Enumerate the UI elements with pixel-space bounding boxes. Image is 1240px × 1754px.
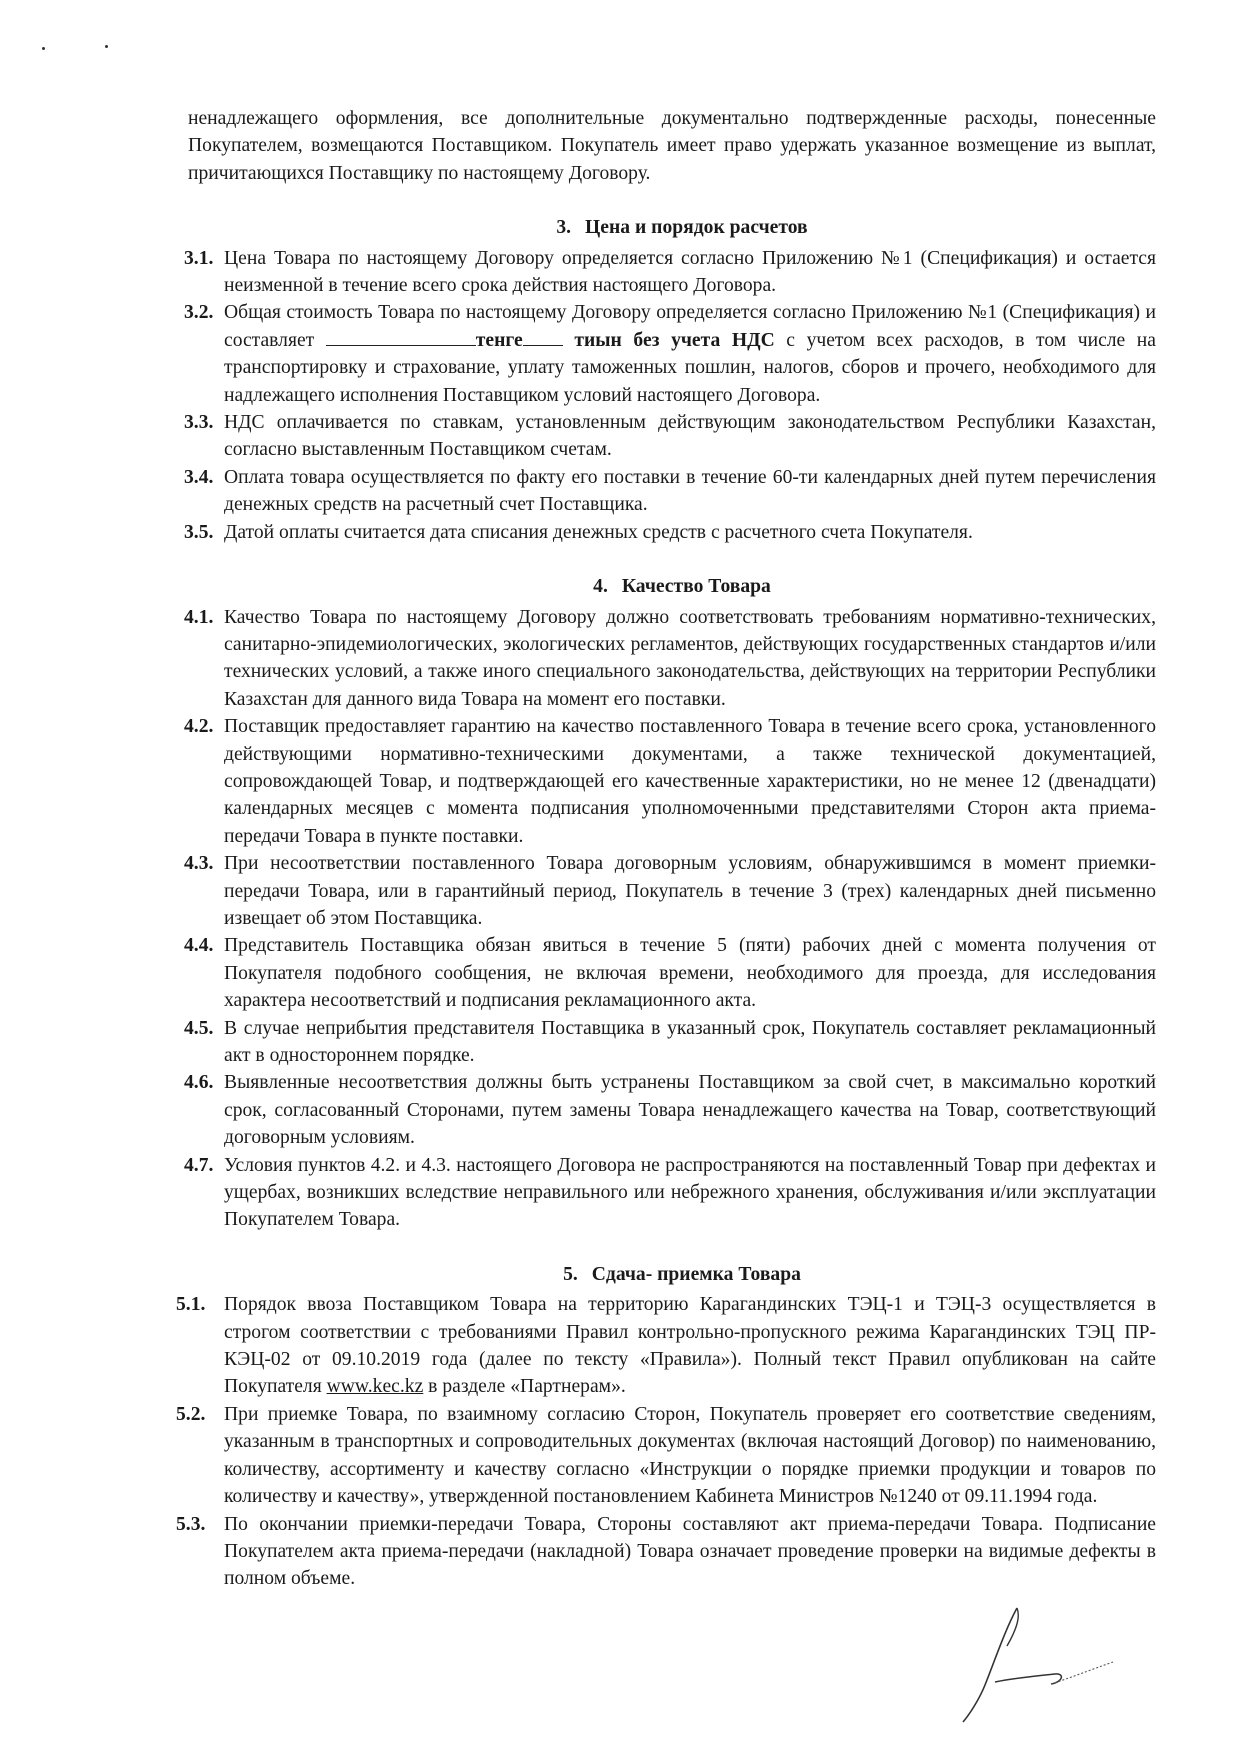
clause-number: 4.4. — [184, 935, 214, 957]
intro-paragraph: ненадлежащего оформления, все дополнительные документально подтвержденные расходы, понесенные Покупателем, возмещаются Поставщиком. Покупатель имеет право удержать указанное возмещение из выплат, причитающихся Поставщику по настоящему Договору. — [188, 108, 1156, 184]
vat-label: тиын без учета НДС — [574, 329, 775, 351]
section-title: Сдача- приемка Товара — [591, 1263, 801, 1285]
clause-text: Цена Товара по настоящему Договору определяется согласно Приложению №1 (Спецификация) и остается неизменной в течение всего срока действия настоящего Договора. — [224, 247, 1156, 297]
clause-text: Общая стоимость Товара по настоящему Договору определяется согласно Приложению №1 (Спецификация) и составляет — [224, 302, 1156, 351]
document-body — [176, 105, 1156, 1593]
section-5-heading — [188, 1261, 1156, 1288]
clause-number: 5.2. — [176, 1403, 206, 1425]
amount-blank[interactable] — [326, 327, 476, 346]
clause-number: 3.2. — [184, 302, 214, 324]
clause-number: 4.2. — [184, 716, 214, 738]
clause — [184, 245, 1156, 300]
clause-text: Качество Товара по настоящему Договору должно соответствовать требованиям нормативно-технических, санитарно-эпидемиологических, экологических регламентов, действующих государственных стандартов и/или технических условий, а также иного специального законодательства, действующих на территории Республики Казахстан для данного вида Товара на момент его поставки. — [224, 606, 1156, 710]
clause-number: 3.4. — [184, 466, 214, 488]
clause-number: 4.3. — [184, 853, 214, 875]
clause — [184, 713, 1156, 850]
clause — [184, 299, 1156, 409]
section-4-heading — [188, 573, 1156, 600]
website-link[interactable]: www.kec.kz — [326, 1376, 424, 1398]
clause-text: По окончании приемки-передачи Товара, Стороны составляют акт приема-передачи Товара. Подписание Покупателем акта приема-передачи (накладной) Товара означает проведение проверки на видимые дефекты в полном объеме. — [224, 1513, 1156, 1590]
clause-number: 4.5. — [184, 1017, 214, 1039]
clause — [184, 1069, 1156, 1151]
clause-text: Представитель Поставщика обязан явиться в течение 5 (пяти) рабочих дней с момента получения от Покупателя подобного сообщения, не включая времени, необходимого для проезда, для исследования характера несоответствий и подписания рекламационного акта. — [224, 935, 1156, 1012]
clause-text: в разделе «Партнерам». — [423, 1376, 626, 1398]
section-number: 3. — [556, 217, 572, 239]
clause — [184, 409, 1156, 464]
clause-text: Выявленные несоответствия должны быть устранены Поставщиком за свой счет, в максимально короткий срок, согласованный Сторонами, путем замены Товара ненадлежащего качества на Товар, соответствующий договорным условиям. — [224, 1072, 1156, 1149]
clause-text: Оплата товара осуществляется по факту его поставки в течение 60-ти календарных дней путем перечисления денежных средств на расчетный счет Поставщика. — [224, 466, 1156, 516]
clause-text: НДС оплачивается по ставкам, установленным действующим законодательством Республики Казахстан, согласно выставленным Поставщиком счетам. — [224, 412, 1156, 461]
clause-number: 4.7. — [184, 1154, 214, 1176]
clause-text: с учетом всех расходов, в том числе на транспортировку и страхование, уплату таможенных пошлин, налогов, сборов и прочего, необходимого для надлежащего исполнения Поставщиком условий настоящего Договора. — [224, 329, 1156, 406]
clause-text: Поставщик предоставляет гарантию на качество поставленного Товара в течение всего срока, установленного действующими нормативно-техническими документами, а также технической документацией, сопровождающей Товар, и подтверждающей его качественные характеристики, но не менее 12 (двенадцати) календарных месяцев с момента подписания уполномоченными представителями Сторон акта приема-передачи Товара в пункте поставки. — [224, 716, 1156, 847]
clause-text: При приемке Товара, по взаимному согласию Сторон, Покупатель проверяет его соответствие сведениям, указанным в транспортных и сопроводительных документах (включая настоящий Договор) по наименованию, количеству, ассортименту и качеству согласно «Инструкции о порядке приемки продукции и товаров по количеству и качеству», утвержденной постановлением Кабинета Министров №1240 от 09.11.1994 года. — [224, 1403, 1156, 1508]
currency-label: тенге — [475, 329, 523, 351]
clause — [184, 1015, 1156, 1070]
clause-text: Условия пунктов 4.2. и 4.3. настоящего Договора не распространяются на поставленный Товар при дефектах и ущербах, возникших вследствие неправильного или небрежного хранения, обслуживания и/или эксплуатации Покупателем Товара. — [224, 1154, 1156, 1231]
clause-number: 5.1. — [176, 1294, 206, 1316]
clause — [184, 932, 1156, 1014]
clause — [184, 464, 1156, 519]
clause — [184, 850, 1156, 932]
clause-number: 3.1. — [184, 247, 214, 269]
section-3-heading — [188, 214, 1156, 241]
clause-number: 4.1. — [184, 606, 214, 628]
clause — [176, 1511, 1156, 1593]
clause-number: 5.3. — [176, 1513, 206, 1535]
clause-text: Порядок ввоза Поставщиком Товара на территорию Карагандинских ТЭЦ-1 и ТЭЦ-3 осуществляется в строгом соответствии с требованиями Правил контрольно-пропускного режима Карагандинских ТЭЦ ПР-КЭЦ-02 от 09.10.2019 года (далее по тексту «Правила»). Полный текст Правил опубликован на сайте Покупателя — [224, 1294, 1156, 1398]
clause-number: 3.5. — [184, 521, 214, 543]
section-number: 5. — [563, 1263, 578, 1285]
scan-speck — [42, 47, 45, 50]
scan-speck — [105, 45, 108, 48]
clause — [184, 604, 1156, 714]
clause-number: 4.6. — [184, 1072, 214, 1094]
clause-text: В случае неприбытия представителя Поставщика в указанный срок, Покупатель составляет рекламационный акт в одностороннем порядке. — [224, 1017, 1156, 1066]
clause — [176, 1291, 1156, 1401]
clause-text: При несоответствии поставленного Товара договорным условиям, обнаружившимся в момент приемки-передачи Товара, или в гарантийный период, Покупатель в течение 3 (трех) календарных дней письменно извещает об этом Поставщика. — [224, 853, 1156, 929]
section-number: 4. — [593, 576, 608, 598]
clause-text: Датой оплаты считается дата списания денежных средств с расчетного счета Покупателя. — [224, 521, 973, 543]
clause — [176, 1401, 1156, 1511]
clause — [184, 519, 1156, 546]
section-title: Цена и порядок расчетов — [585, 217, 808, 239]
section-title: Качество Товара — [621, 576, 771, 598]
clause-number: 3.3. — [184, 412, 214, 434]
tiyn-blank[interactable] — [523, 327, 563, 346]
clause — [184, 1152, 1156, 1234]
signature-icon — [955, 1590, 1115, 1730]
